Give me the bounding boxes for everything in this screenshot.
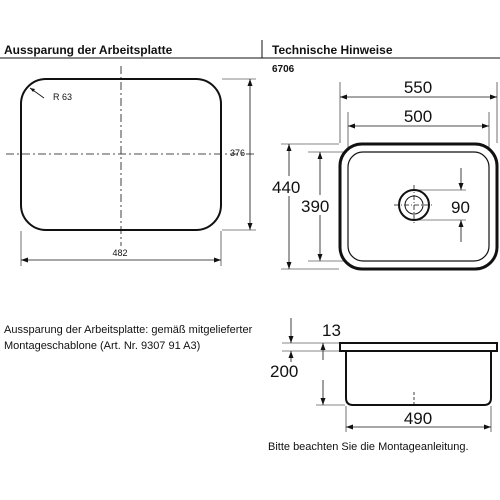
cutout-note-line2: Montageschablone (Art. Nr. 9307 91 A3) bbox=[4, 340, 201, 352]
cutout-note-line1: Aussparung der Arbeitsplatte: gemäß mitgelieferter bbox=[4, 324, 253, 336]
height-arrow-top bbox=[248, 79, 253, 86]
outer-depth-arrow-top bbox=[287, 144, 292, 151]
installation-footer: Bitte beachten Sie die Montageanleitung. bbox=[268, 441, 469, 453]
width-arrow-left bbox=[21, 258, 28, 263]
outer-depth-arrow-bottom bbox=[287, 262, 292, 269]
rim-thickness-label: 13 bbox=[322, 321, 341, 340]
cutout-header: Aussparung der Arbeitsplatte bbox=[4, 43, 173, 57]
model-number: 6706 bbox=[272, 64, 295, 75]
rim-arrow-bottom bbox=[289, 351, 294, 358]
bottom-width-arrow-left bbox=[346, 425, 353, 430]
cutout-width-label: 482 bbox=[112, 248, 128, 258]
outer-width-arrow-right bbox=[490, 95, 497, 100]
cutout-drawing bbox=[6, 66, 256, 266]
sink-bowl-profile bbox=[346, 351, 491, 405]
sink-side-view bbox=[270, 318, 497, 432]
sink-rim-profile bbox=[340, 343, 497, 351]
outer-depth-label: 440 bbox=[272, 178, 301, 197]
sink-height-label: 200 bbox=[270, 362, 299, 381]
inner-width-label: 500 bbox=[403, 107, 433, 126]
cutout-height-label: 376 bbox=[229, 148, 245, 158]
bottom-width-arrow-right bbox=[484, 425, 491, 430]
bottom-width-label: 490 bbox=[403, 409, 433, 428]
rim-arrow-top bbox=[289, 336, 294, 343]
inner-depth-label: 390 bbox=[301, 197, 330, 216]
outer-width-arrow-left bbox=[340, 95, 347, 100]
height-arrow-bottom bbox=[248, 223, 253, 230]
width-arrow-right bbox=[214, 258, 221, 263]
height-arrow-top bbox=[321, 343, 326, 350]
drain-arrow-top bbox=[459, 183, 464, 190]
inner-width-arrow-right bbox=[482, 124, 489, 129]
drain-arrow-bottom bbox=[459, 220, 464, 227]
outer-width-label: 550 bbox=[403, 78, 433, 97]
inner-depth-arrow-top bbox=[318, 152, 323, 159]
inner-depth-arrow-bottom bbox=[318, 254, 323, 261]
sink-top-view bbox=[272, 78, 497, 269]
sink-outer-rim bbox=[340, 144, 497, 269]
height-arrow-bottom bbox=[321, 398, 326, 405]
radius-label: R 63 bbox=[53, 92, 73, 102]
inner-width-arrow-left bbox=[348, 124, 355, 129]
technical-notes-header: Technische Hinweise bbox=[272, 43, 393, 57]
drain-diameter-label: 90 bbox=[451, 198, 470, 217]
